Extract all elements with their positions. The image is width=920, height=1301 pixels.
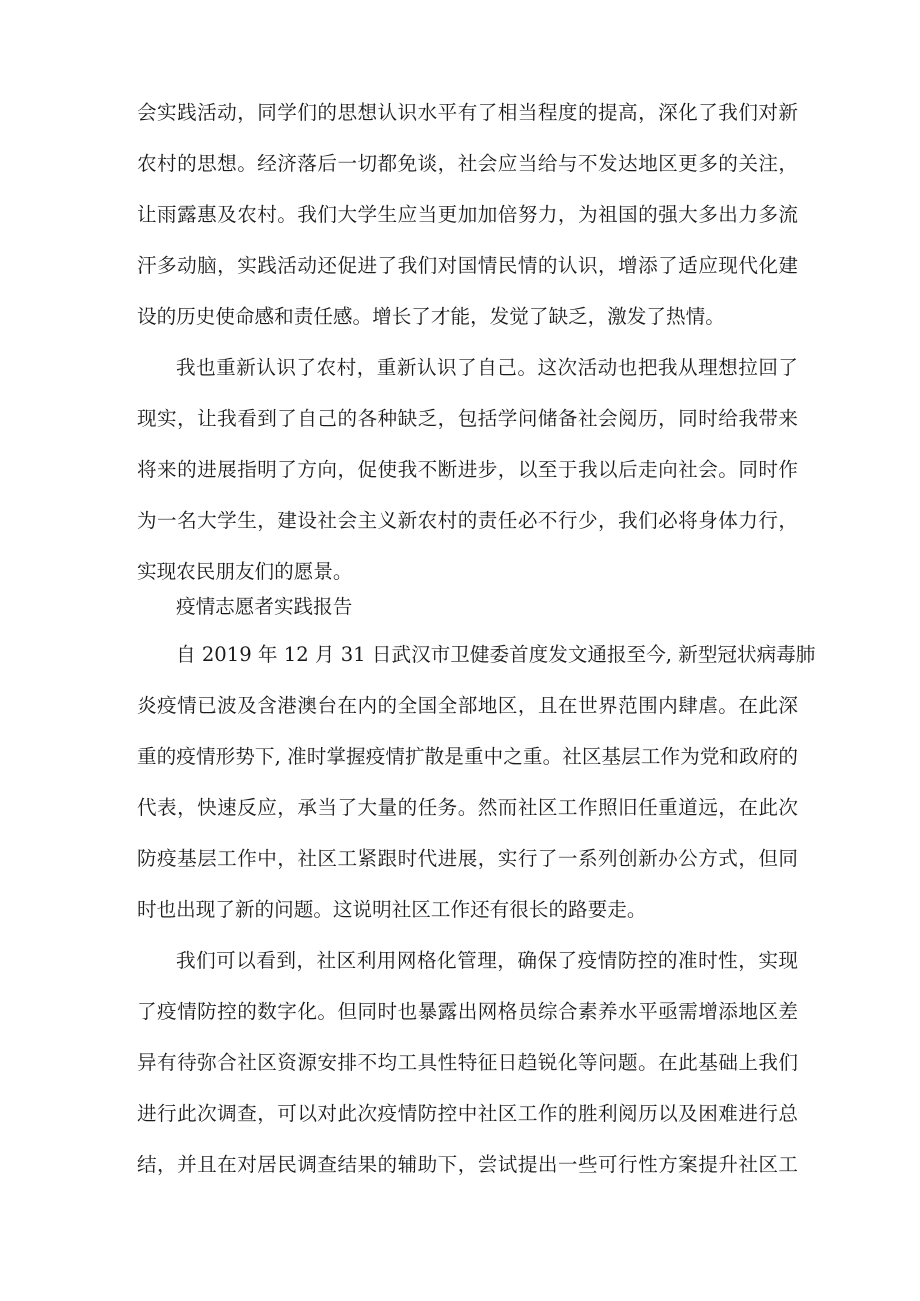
paragraph-line: 自 2019 年 12 月 31 日武汉市卫健委首度发文通报至今, 新型冠状病毒肺 [176,643,816,666]
paragraph-line: 了疫情防控的数字化。但同时也暴露出网格员综合素养水平亟需增添地区差 [137,1000,798,1023]
paragraph-line: 重的疫情形势下, 准时掌握疫情扩散是重中之重。社区基层工作为党和政府的 [137,745,798,768]
paragraph-line: 我们可以看到，社区利用网格化管理，确保了疫情防控的准时性，实现 [176,949,798,972]
section-heading: 疫情志愿者实践报告 [176,595,353,618]
paragraph-line: 现实，让我看到了自己的各种缺乏，包括学问储备社会阅历，同时给我带来 [137,407,798,430]
paragraph-line: 将来的进展指明了方向，促使我不断进步，以至于我以后走向社会。同时作 [137,458,798,481]
paragraph-line: 为一名大学生，建设社会主义新农村的责任必不行少，我们必将身体力行， [137,509,798,532]
paragraph-line: 汗多动脑，实践活动还促进了我们对国情民情的认识，增添了适应现代化建 [137,254,798,277]
paragraph-line: 结，并且在对居民调查结果的辅助下，尝试提出一些可行性方案提升社区工 [137,1153,798,1176]
paragraph-line: 农村的思想。经济落后一切都免谈，社会应当给与不发达地区更多的关注， [137,152,798,175]
paragraph-line: 异有待弥合社区资源安排不均工具性特征日趋锐化等问题。在此基础上我们 [137,1051,798,1074]
paragraph-line: 代表，快速反应，承当了大量的任务。然而社区工作照旧任重道远，在此次 [137,796,798,819]
paragraph-line: 设的历史使命感和责任感。增长了才能，发觉了缺乏，激发了热情。 [137,305,725,328]
paragraph-line: 我也重新认识了农村，重新认识了自己。这次活动也把我从理想拉回了 [176,356,798,379]
paragraph-line: 实现农民朋友们的愿景。 [137,560,353,583]
paragraph-line: 让雨露惠及农村。我们大学生应当更加加倍努力，为祖国的强大多出力多流 [137,203,798,226]
paragraph-line: 炎疫情已波及含港澳台在内的全国全部地区，且在世界范围内肆虐。在此深 [137,694,798,717]
paragraph-line: 防疫基层工作中，社区工紧跟时代进展，实行了一系列创新办公方式，但同 [137,847,798,870]
paragraph-line: 进行此次调查，可以对此次疫情防控中社区工作的胜利阅历以及困难进行总 [137,1102,798,1125]
paragraph-line: 会实践活动，同学们的思想认识水平有了相当程度的提高，深化了我们对新 [137,101,798,124]
paragraph-line: 时也出现了新的问题。这说明社区工作还有很长的路要走。 [137,898,647,921]
